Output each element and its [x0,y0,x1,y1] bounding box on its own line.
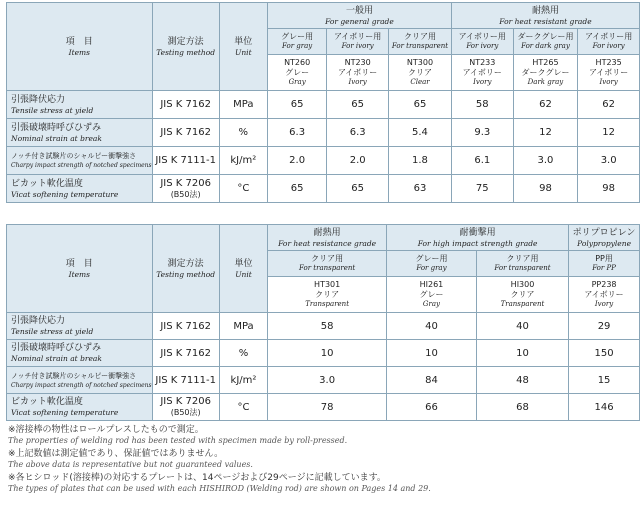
footnote-jp: ※上記数値は測定値であり、保証値ではありません。 [8,449,224,459]
row-label: 引張破壊時呼びひずみ Nominal strain at break [7,340,153,367]
value-cell: 146 [569,394,640,421]
product-header: HI300 クリア Transparent [476,277,568,313]
value-cell: 62 [513,91,578,119]
value-cell: 150 [569,340,640,367]
value-cell: 75 [451,175,513,203]
product-header: NT233 アイボリー Ivory [451,55,513,91]
value-cell: 6.1 [451,147,513,175]
value-cell: 15 [569,367,640,394]
value-cell: 66 [387,394,477,421]
unit-cell: kJ/m² [219,147,267,175]
value-cell: 98 [513,175,578,203]
product-header: NT300 クリア Clear [388,55,451,91]
color-header: アイボリー用 For ivory [327,29,389,55]
value-cell: 10 [476,340,568,367]
color-header: アイボリー用 For ivory [451,29,513,55]
value-cell: 62 [578,91,640,119]
footnote-en: The types of plates that can be used with each HISHIROD (Welding rod) are shown on Pages 14 and 29. [8,484,431,493]
footnote-jp: ※溶接棒の物性はロールプレスしたもので測定。 [8,425,204,435]
color-header: グレー用 For gray [387,251,477,277]
spec-table-general-heat [6,2,640,203]
unit-cell: °C [219,175,267,203]
unit-cell: MPa [219,313,268,340]
items-header: 項 目 Items [7,225,153,313]
method-cell: JIS K 7162 [152,313,219,340]
value-cell: 65 [327,91,389,119]
method-cell: JIS K 7206 (B50法) [152,175,219,203]
value-cell: 10 [268,340,387,367]
spec-table-heat-impact-pp [6,224,640,421]
unit-cell: kJ/m² [219,367,268,394]
value-cell: 65 [267,175,326,203]
color-header: グレー用 For gray [267,29,326,55]
value-cell: 68 [476,394,568,421]
color-header: ダークグレー用 For dark gray [513,29,578,55]
product-header: NT260 グレー Gray [267,55,326,91]
value-cell: 65 [327,175,389,203]
unit-cell: °C [219,394,268,421]
value-cell: 2.0 [327,147,389,175]
unit-cell: % [219,340,268,367]
row-label: ノッチ付き試験片のシャルピー衝撃強さ Charpy impact strength of notched specimens [7,367,153,394]
value-cell: 78 [268,394,387,421]
row-label: 引張破壊時呼びひずみ Nominal strain at break [7,119,153,147]
table-row [7,313,640,340]
product-header: HI261 グレー Gray [387,277,477,313]
footnotes [8,425,638,497]
product-header: NT230 アイボリー Ivory [327,55,389,91]
value-cell: 1.8 [388,147,451,175]
row-label: ビカット軟化温度 Vicat softening temperature [7,175,153,203]
value-cell: 6.3 [267,119,326,147]
items-header: 項 目 Items [7,3,153,91]
table-row [7,147,640,175]
color-header: クリア用 For transparent [268,251,387,277]
footnote-en: The properties of welding rod has been tested with specimen made by roll-pressed. [8,436,348,445]
value-cell: 12 [513,119,578,147]
row-label: 引張降伏応力 Tensile stress at yield [7,91,153,119]
row-label: 引張降伏応力 Tensile stress at yield [7,313,153,340]
value-cell: 58 [451,91,513,119]
value-cell: 48 [476,367,568,394]
group-header-impact: 耐衝撃用 For high impact strength grade [387,225,569,251]
group-header-pp: ポリプロピレン Polypropylene [569,225,640,251]
product-header: HT235 アイボリー Ivory [578,55,640,91]
method-cell: JIS K 7206 (B50法) [152,394,219,421]
value-cell: 98 [578,175,640,203]
value-cell: 10 [387,340,477,367]
table-row [7,175,640,203]
value-cell: 40 [387,313,477,340]
method-cell: JIS K 7111-1 [152,367,219,394]
unit-header: 単位 Unit [219,225,268,313]
footnote-jp: ※各ヒシロッド(溶接棒)の対応するプレートは、14ページおよび29ページに記載しています。 [8,473,386,483]
color-header: PP用 For PP [569,251,640,277]
table-row [7,394,640,421]
value-cell: 12 [578,119,640,147]
group-header-heat: 耐熱用 For heat resistance grade [268,225,387,251]
group-header-general: 一般用 For general grade [267,3,451,29]
value-cell: 5.4 [388,119,451,147]
product-header: HT265 ダークグレー Dark gray [513,55,578,91]
method-header: 測定方法 Testing method [152,3,219,91]
group-header-heat: 耐熱用 For heat resistant grade [451,3,639,29]
unit-cell: % [219,119,267,147]
color-header: クリア用 For transparent [476,251,568,277]
value-cell: 58 [268,313,387,340]
unit-header: 単位 Unit [219,3,267,91]
value-cell: 65 [388,91,451,119]
value-cell: 2.0 [267,147,326,175]
value-cell: 3.0 [513,147,578,175]
table-row [7,91,640,119]
footnote-en: The above data is representative but not guaranteed values. [8,460,253,469]
method-cell: JIS K 7162 [152,340,219,367]
value-cell: 63 [388,175,451,203]
value-cell: 6.3 [327,119,389,147]
row-label: ビカット軟化温度 Vicat softening temperature [7,394,153,421]
value-cell: 9.3 [451,119,513,147]
method-cell: JIS K 7162 [152,119,219,147]
color-header: クリア用 For transparent [388,29,451,55]
method-cell: JIS K 7162 [152,91,219,119]
value-cell: 29 [569,313,640,340]
product-header: PP238 アイボリー Ivory [569,277,640,313]
table-row [7,340,640,367]
color-header: アイボリー用 For ivory [578,29,640,55]
method-cell: JIS K 7111-1 [152,147,219,175]
table-row [7,367,640,394]
table-row [7,119,640,147]
method-header: 測定方法 Testing method [152,225,219,313]
row-label: ノッチ付き試験片のシャルピー衝撃強さ Charpy impact strength of notched specimens [7,147,153,175]
unit-cell: MPa [219,91,267,119]
value-cell: 3.0 [578,147,640,175]
value-cell: 65 [267,91,326,119]
product-header: HT301 クリア Transparent [268,277,387,313]
value-cell: 3.0 [268,367,387,394]
value-cell: 40 [476,313,568,340]
value-cell: 84 [387,367,477,394]
